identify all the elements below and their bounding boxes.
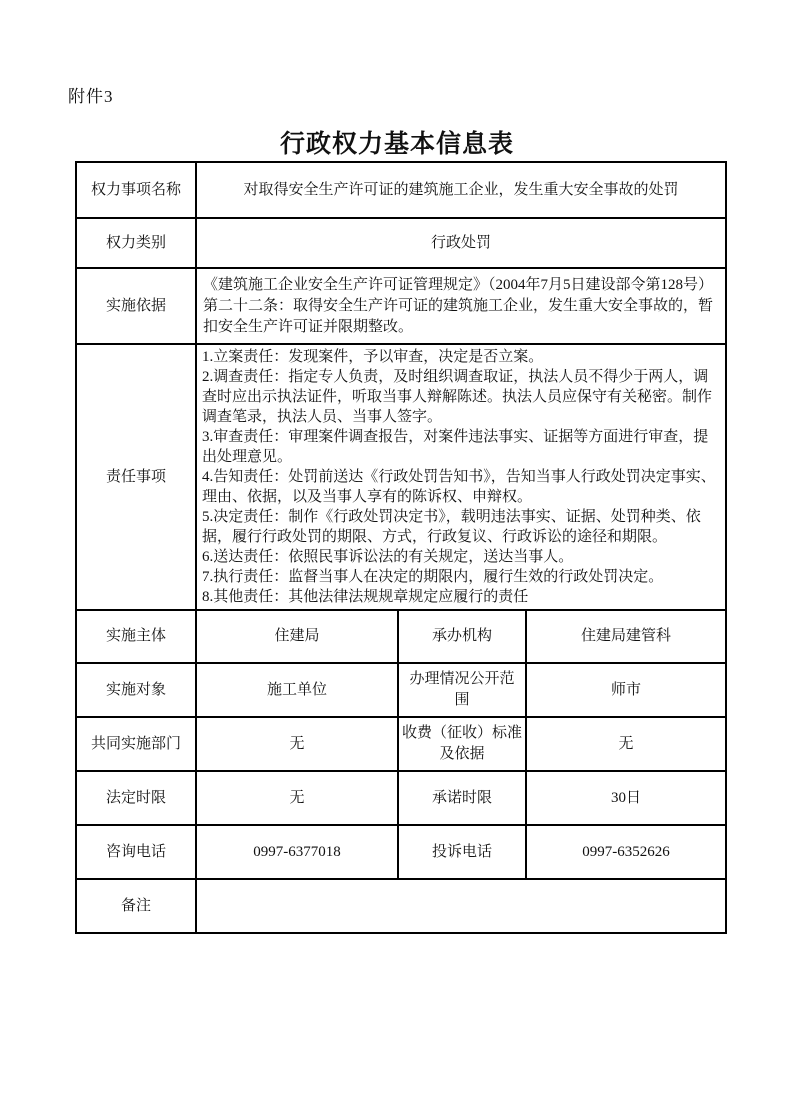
table-row [76,162,726,218]
implementation-target-label: 实施对象 [76,663,196,717]
promised-time-limit-value: 30日 [526,771,726,825]
statutory-time-limit-label: 法定时限 [76,771,196,825]
implementing-body-value: 住建局 [196,610,398,663]
table-row [76,717,726,771]
consultation-phone-label: 咨询电话 [76,825,196,879]
complaint-phone-label: 投诉电话 [398,825,526,879]
table-row [76,663,726,717]
remarks-label: 备注 [76,879,196,933]
disclosure-scope-label: 办理情况公开范围 [398,663,526,717]
consultation-phone-value: 0997-6377018 [196,825,398,879]
power-item-label: 权力事项名称 [76,162,196,218]
implementation-basis-value: 《建筑施工企业安全生产许可证管理规定》（2004年7月5日建设部令第128号）第二十二条：取得安全生产许可证的建筑施工企业，发生重大安全事故的，暂扣安全生产许可证并限期整改。 [196,268,726,344]
page-title: 行政权力基本信息表 [279,131,514,158]
power-item-value: 对取得安全生产许可证的建筑施工企业，发生重大安全事故的处罚 [196,162,726,218]
attachment-label: 附件3 [68,87,114,106]
promised-time-limit-label: 承诺时限 [398,771,526,825]
table-row [76,344,726,610]
implementation-basis-label: 实施依据 [76,268,196,344]
handling-agency-value: 住建局建管科 [526,610,726,663]
duty-item: 4.告知责任：处罚前送达《行政处罚告知书》，告知当事人行政处罚决定事实、理由、依据，以及当事人享有的陈诉权、申辩权。 [202,469,716,505]
implementation-target-value: 施工单位 [196,663,398,717]
joint-departments-label: 共同实施部门 [76,717,196,771]
duty-item: 1.立案责任：发现案件，予以审查，决定是否立案。 [202,349,544,365]
table-row [76,825,726,879]
duty-item: 3.审查责任：审理案件调查报告，对案件违法事实、证据等方面进行审查，提出处理意见。 [202,429,709,465]
table-row [76,610,726,663]
table-row [76,879,726,933]
duty-item: 6.送达责任：依照民事诉讼法的有关规定，送达当事人。 [202,549,574,565]
duty-item: 2.调查责任：指定专人负责，及时组织调查取证，执法人员不得少于两人，调查时应出示执法证件，听取当事人辩解陈述。执法人员应保守有关秘密。制作调查笔录，执法人员、当事人签字。 [202,369,713,425]
table-row [76,218,726,268]
duty-item: 7.执行责任：监督当事人在决定的期限内，履行生效的行政处罚决定。 [202,569,664,585]
disclosure-scope-value: 师市 [526,663,726,717]
implementing-body-label: 实施主体 [76,610,196,663]
duty-item: 5.决定责任：制作《行政处罚决定书》，载明违法事实、证据、处罚种类、依据，履行行政处罚的期限、方式，行政复议、行政诉讼的途径和期限。 [202,509,701,545]
remarks-value [196,879,726,933]
power-category-label: 权力类别 [76,218,196,268]
joint-departments-value: 无 [196,717,398,771]
responsibilities-list [196,344,726,610]
power-category-value: 行政处罚 [196,218,726,268]
responsibilities-label: 责任事项 [76,344,196,610]
handling-agency-label: 承办机构 [398,610,526,663]
info-table [75,161,727,934]
table-row [76,268,726,344]
statutory-time-limit-value: 无 [196,771,398,825]
fee-standard-label: 收费（征收）标准及依据 [398,717,526,771]
complaint-phone-value: 0997-6352626 [526,825,726,879]
table-row [76,771,726,825]
fee-standard-value: 无 [526,717,726,771]
duty-item: 8.其他责任：其他法律法规规章规定应履行的责任 [202,589,529,605]
